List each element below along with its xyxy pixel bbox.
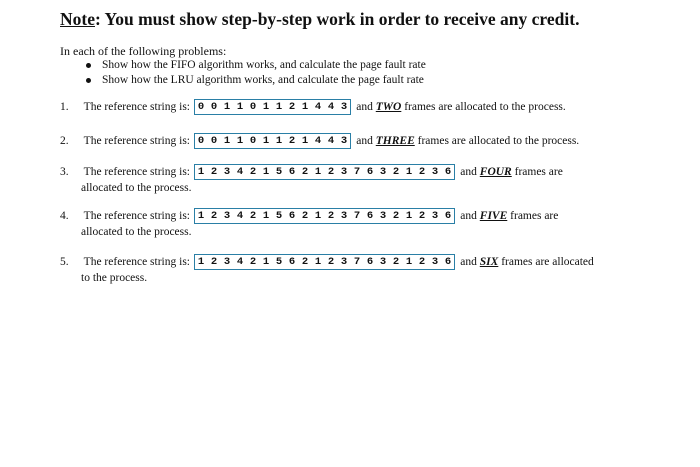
reference-string-box: 1 2 3 4 2 1 5 6 2 1 2 3 7 6 3 2 1 2 3 6 (194, 254, 456, 270)
problem-mid: and (460, 256, 477, 268)
problem-continuation: to the process. (81, 272, 148, 284)
bullet-icon (86, 63, 91, 68)
problem-number: 5. (60, 256, 69, 268)
problem-mid: and (356, 135, 373, 147)
problem-prefix: The reference string is: (83, 135, 190, 147)
problem-number: 4. (60, 210, 69, 222)
problem-item (60, 133, 579, 150)
problem-number: 2. (60, 135, 69, 147)
problem-mid: and (460, 166, 477, 178)
problem-mid: and (460, 210, 477, 222)
problem-item (60, 164, 563, 196)
frame-count: THREE (375, 135, 415, 147)
reference-string-box: 0 0 1 1 0 1 1 2 1 4 4 3 (194, 133, 352, 149)
problem-prefix: The reference string is: (83, 210, 190, 222)
problem-suffix: frames are allocated to the process. (417, 135, 580, 147)
instruction-item (86, 73, 426, 88)
problem-number: 1. (60, 101, 69, 113)
problem-prefix: The reference string is: (83, 256, 190, 268)
frame-count: SIX (479, 256, 499, 268)
problem-item (60, 254, 594, 286)
instruction-text: Show how the LRU algorithm works, and calculate the page fault rate (102, 73, 424, 86)
problem-continuation: allocated to the process. (81, 226, 192, 238)
problem-suffix: frames are allocated (501, 256, 594, 268)
instruction-text: Show how the FIFO algorithm works, and calculate the page fault rate (102, 59, 426, 71)
bullet-icon (86, 78, 91, 83)
reference-string-box: 1 2 3 4 2 1 5 6 2 1 2 3 7 6 3 2 1 2 3 6 (194, 208, 456, 224)
problem-suffix: frames are (514, 166, 563, 178)
instruction-list (86, 58, 426, 87)
reference-string-box: 1 2 3 4 2 1 5 6 2 1 2 3 7 6 3 2 1 2 3 6 (194, 164, 456, 180)
instruction-item (86, 58, 426, 73)
note-text: : You must show step-by-step work in order to receive any credit. (94, 9, 580, 29)
problem-item (60, 99, 566, 116)
problem-suffix: frames are allocated to the process. (404, 101, 566, 113)
reference-string-box: 0 0 1 1 0 1 1 2 1 4 4 3 (194, 99, 352, 115)
problem-suffix: frames are (510, 210, 559, 222)
problem-prefix: The reference string is: (83, 166, 190, 178)
problem-continuation: allocated to the process. (81, 182, 192, 194)
note-label: Note (60, 9, 95, 29)
problem-mid: and (356, 101, 373, 113)
note-heading (60, 9, 579, 30)
problem-item (60, 208, 558, 240)
frame-count: FOUR (479, 166, 512, 178)
intro-text: In each of the following problems: (60, 44, 227, 58)
problem-number: 3. (60, 166, 69, 178)
frame-count: TWO (375, 101, 402, 113)
frame-count: FIVE (479, 210, 508, 222)
problem-prefix: The reference string is: (83, 101, 190, 113)
